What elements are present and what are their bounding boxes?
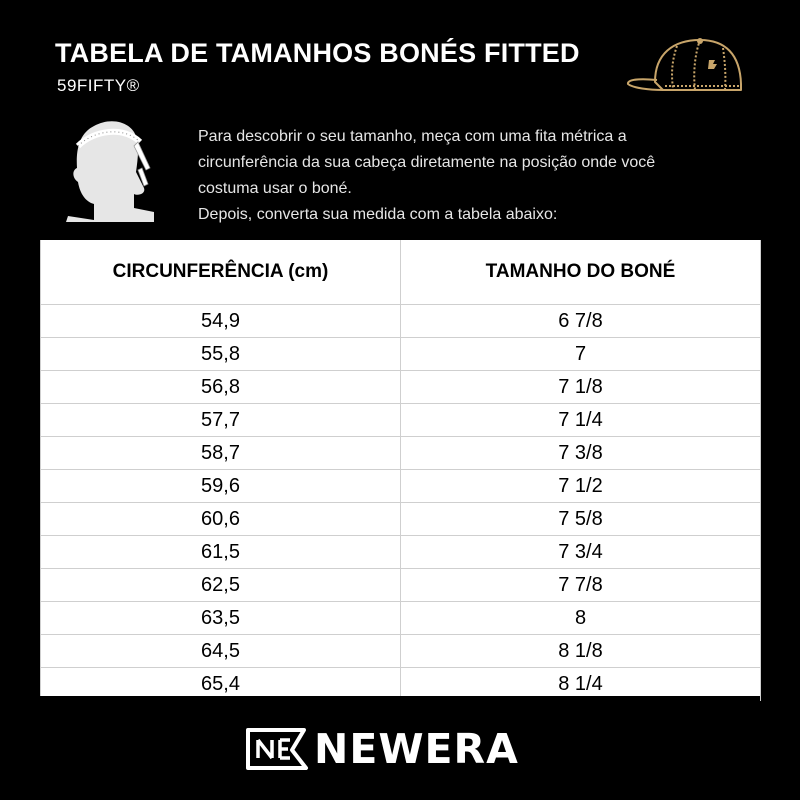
circumference-cell: 60,6 [41, 503, 401, 536]
circumference-cell: 56,8 [41, 371, 401, 404]
table-row [41, 338, 761, 371]
page-title: TABELA DE TAMANHOS BONÉS FITTED [55, 38, 580, 68]
cap-size-cell: 7 1/2 [401, 470, 761, 503]
table-row [41, 404, 761, 437]
circumference-cell: 59,6 [41, 470, 401, 503]
brand-name: NEWERA [314, 725, 519, 773]
cap-size-cell: 7 7/8 [401, 569, 761, 602]
instructions-line: circunferência da sua cabeça diretamente na posição onde você [198, 154, 656, 171]
circumference-cell: 55,8 [41, 338, 401, 371]
instructions-line: Depois, converta sua medida com a tabela abaixo: [198, 206, 558, 223]
cap-size-cell: 7 3/8 [401, 437, 761, 470]
fitted-cap-icon [625, 34, 747, 104]
size-chart-card [40, 0, 760, 800]
head-measuring-tape-icon [64, 112, 156, 224]
circumference-cell: 62,5 [41, 569, 401, 602]
cap-size-cell: 7 [401, 338, 761, 371]
cap-size-cell: 7 5/8 [401, 503, 761, 536]
table-row [41, 437, 761, 470]
circumference-cell: 54,9 [41, 305, 401, 338]
circumference-cell: 58,7 [41, 437, 401, 470]
table-row [41, 470, 761, 503]
circumference-cell: 57,7 [41, 404, 401, 437]
instructions-text [198, 124, 748, 228]
table-row [41, 371, 761, 404]
brand-logo [246, 726, 546, 772]
cap-size-cell: 6 7/8 [401, 305, 761, 338]
column-header-circumference: CIRCUNFERÊNCIA (cm) [41, 240, 401, 305]
cap-size-cell: 8 [401, 602, 761, 635]
instructions-line: costuma usar o boné. [198, 180, 352, 197]
table-row [41, 536, 761, 569]
table-row [41, 635, 761, 668]
table-row [41, 305, 761, 338]
instructions-line: Para descobrir o seu tamanho, meça com uma fita métrica a [198, 128, 627, 145]
header-section [40, 0, 760, 240]
table-row [41, 569, 761, 602]
cap-size-cell: 8 1/4 [401, 668, 761, 701]
circumference-cell: 65,4 [41, 668, 401, 701]
footer-section [40, 696, 760, 800]
circumference-cell: 63,5 [41, 602, 401, 635]
cap-size-cell: 8 1/8 [401, 635, 761, 668]
column-header-cap-size: TAMANHO DO BONÉ [401, 240, 761, 305]
circumference-cell: 64,5 [41, 635, 401, 668]
model-subtitle: 59FIFTY® [57, 76, 140, 95]
cap-size-cell: 7 1/4 [401, 404, 761, 437]
new-era-flag-logo-icon [246, 726, 310, 772]
cap-size-cell: 7 1/8 [401, 371, 761, 404]
table-row [41, 503, 761, 536]
cap-size-cell: 7 3/4 [401, 536, 761, 569]
table-row [41, 602, 761, 635]
size-table [40, 240, 761, 701]
table-header-row [41, 240, 761, 305]
circumference-cell: 61,5 [41, 536, 401, 569]
